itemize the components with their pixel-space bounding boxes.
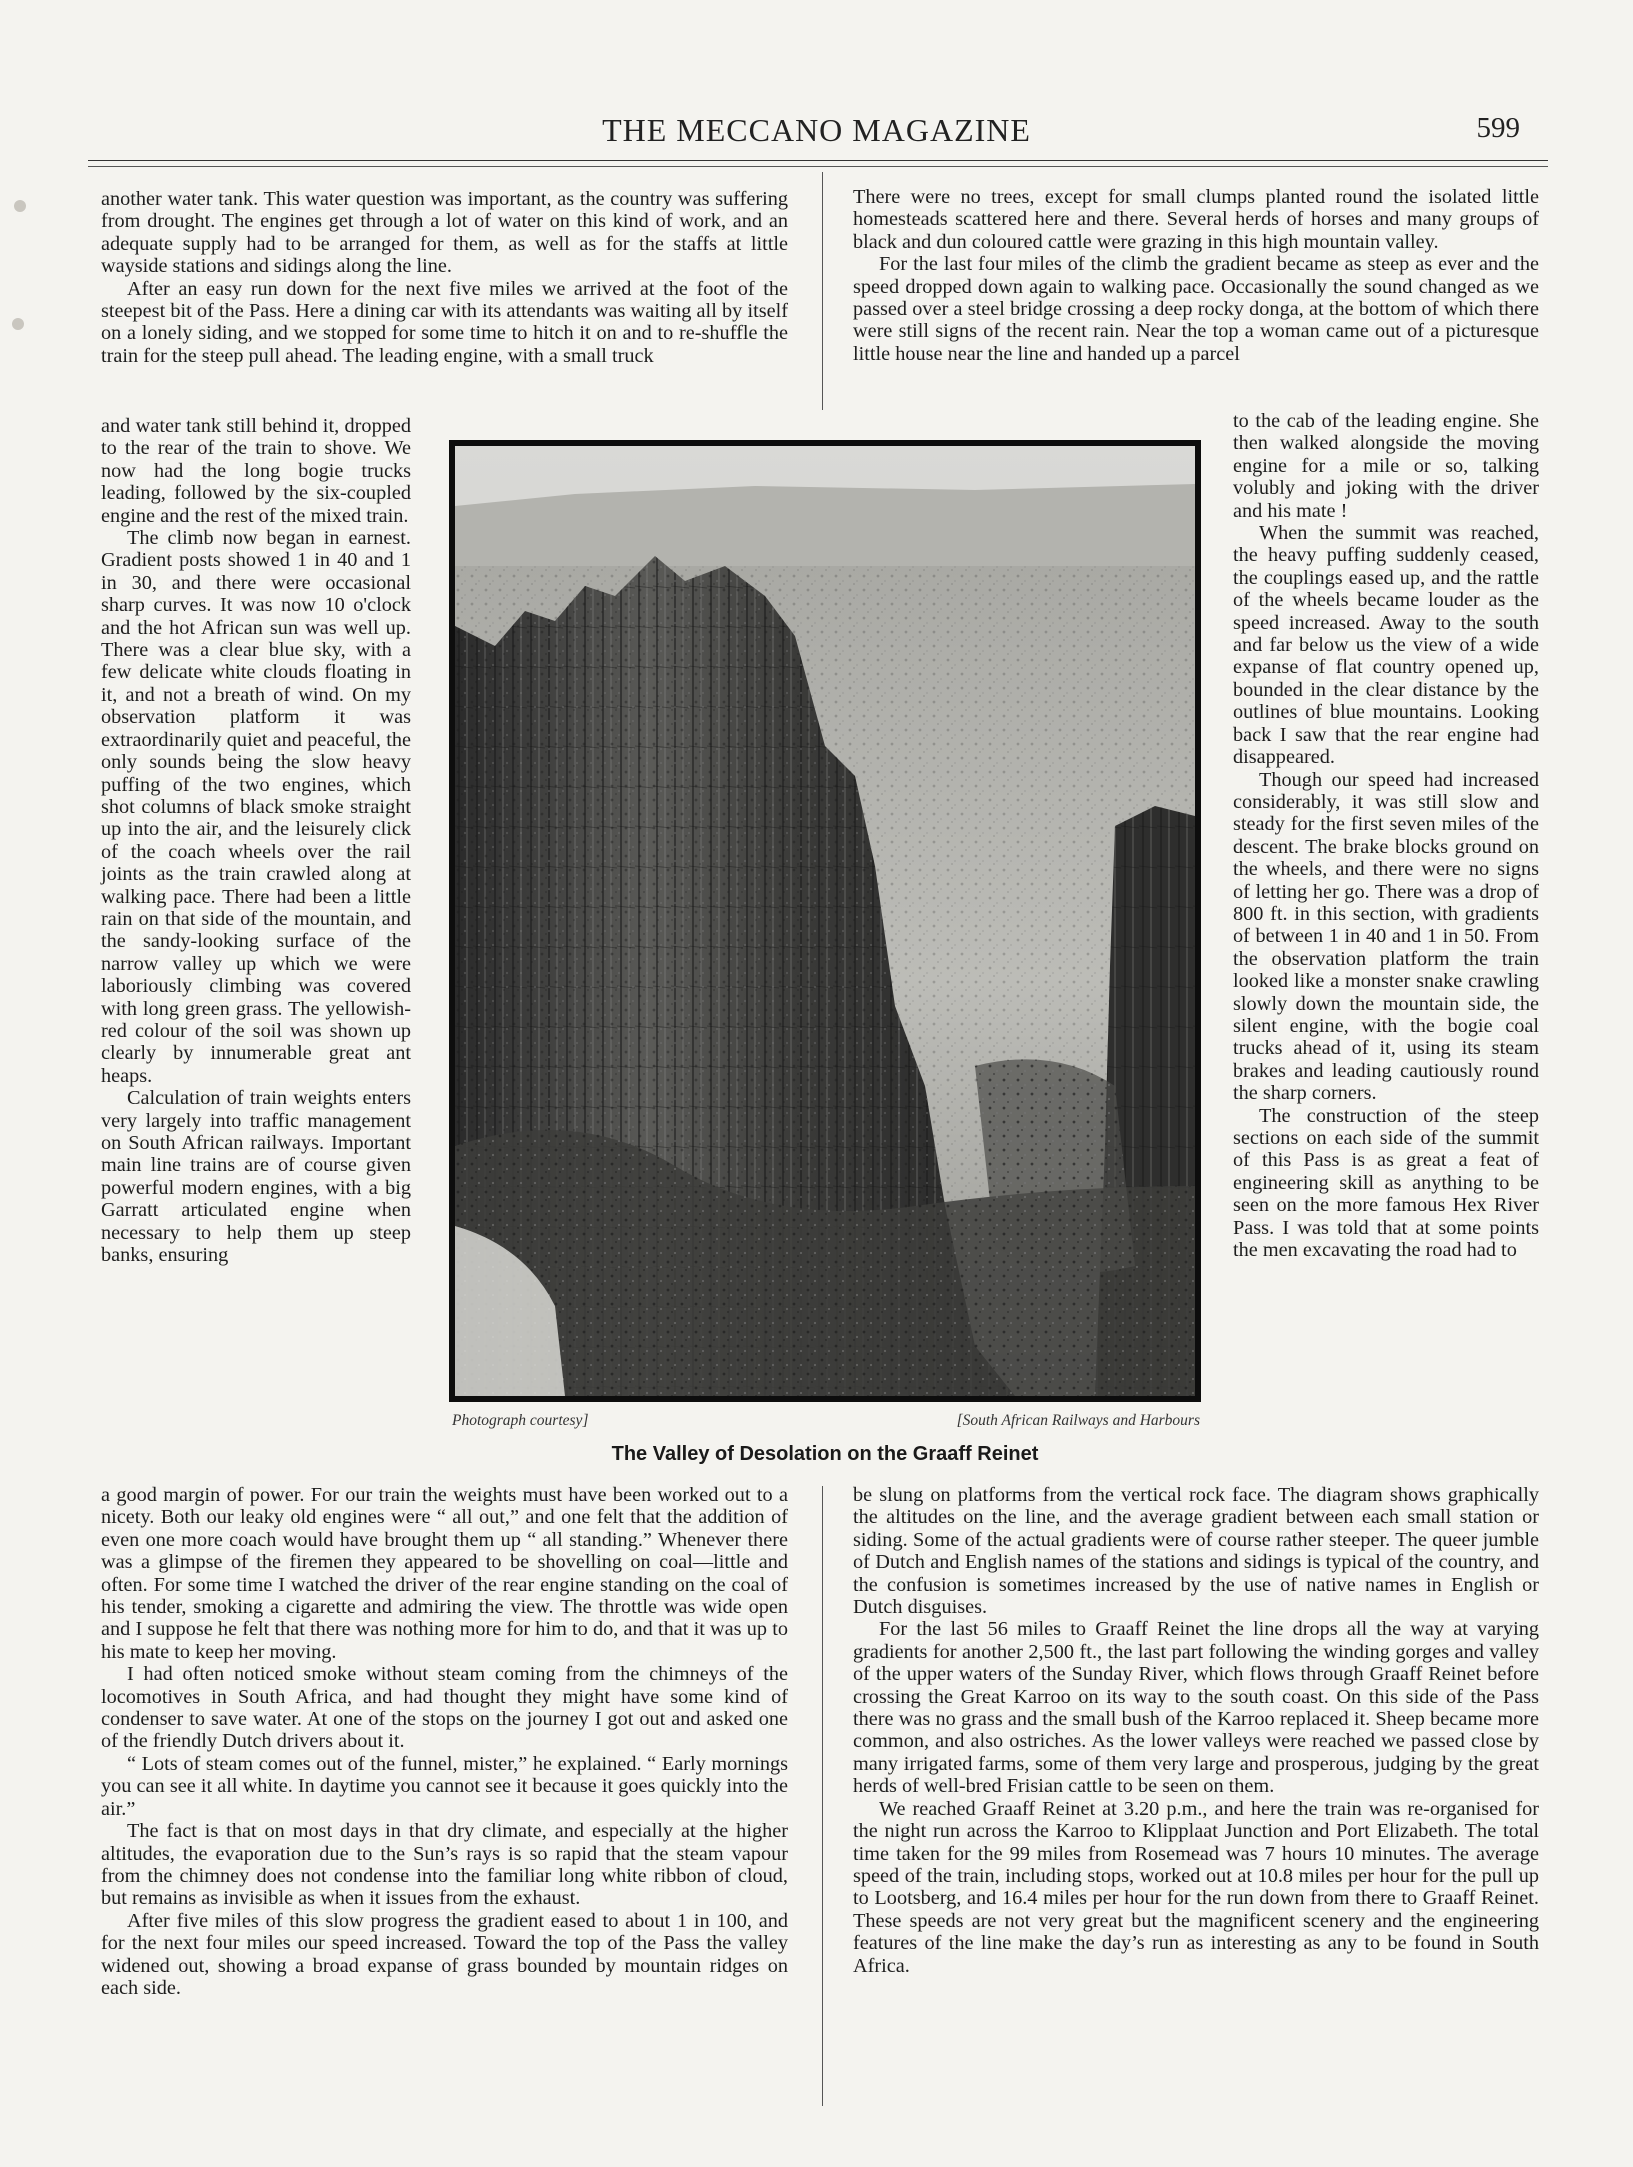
paragraph: a good margin of power. For our train the weights must have been worked out to a nicety. Both our leaky old engines were “ all out,” and one felt that the addition of even one more coach would have brought them up “ all standing.” Whenever there was a glimpse of the firemen they appeared to be shovelling on coal—little and often. For some time I watched the driver of the rear engine standing on the coal of his tender, smoking a cigarette and admiring the view. The throttle was wide open and I suppose he felt that there was nothing more for him to do, and that it was up to his mate to keep her moving.: [101, 1484, 788, 1663]
binding-hole: [14, 200, 26, 212]
paragraph: Calculation of train weights enters very largely into traffic management on South African railways. Important main line trains are of course given powerful modern engines, with a big Garratt articulated engine when necessary to help them up steep banks, ensuring: [101, 1087, 411, 1267]
figure-caption: The Valley of Desolation on the Graaff Reinet: [611, 1443, 1039, 1465]
header-rule: [88, 160, 1548, 161]
paragraph: After an easy run down for the next five miles we arrived at the foot of the steepest bit of the Pass. Here a dining car with its attendants was waiting all by itself on a lonely siding, and we stopped for some time to hitch it on and to re-shuffle the train for the steep pull ahead. The leading engine, with a small truck: [101, 277, 788, 367]
header-rule: [88, 166, 1548, 167]
left-column-narrow: [101, 415, 411, 1266]
binding-hole: [12, 318, 24, 330]
paragraph: When the summit was reached, the heavy puffing suddenly ceased, the couplings eased up, and the rattle of the wheels became louder as the speed increased. Away to the south and far below us the view of a wide expanse of flat country opened up, bounded in the clear distance by the outlines of blue mountains. Looking back I saw that the rear engine had disappeared.: [1233, 522, 1539, 769]
paragraph: The fact is that on most days in that dry climate, and especially at the higher altitudes, the evaporation due to the Sun’s rays is so rapid that the steam vapour from the chimney does not condense into the familiar long white ribbon of cloud, but remains as invisible as when it issues from the exhaust.: [101, 1820, 788, 1910]
column-divider: [822, 172, 823, 410]
paragraph: We reached Graaff Reinet at 3.20 p.m., and here the train was re-organised for the night run across the Karroo to Klipplaat Junction and Port Elizabeth. The total time taken for the 99 miles from Rosemead was 7 hours 10 minutes. The average speed of the train, including stops, worked out at 10.8 miles per hour for the pull up to Lootsberg, and 16.4 miles per hour for the run down from there to Graaff Reinet. These speeds are not very great but the magnificent scenery and the engineering features of the line make the day’s run as interesting as any to be found in South Africa.: [853, 1797, 1539, 1977]
right-column-top: [853, 186, 1539, 365]
photo-credit-left: Photograph courtesy]: [452, 1412, 589, 1429]
left-column-bottom: [101, 1484, 788, 1999]
right-column-bottom: [853, 1484, 1539, 1977]
paragraph: be slung on platforms from the vertical rock face. The diagram shows graphically the altitudes on the line, and the average gradient between each small station or siding. Some of the actual gradients were of course rather steeper. The queer jumble of Dutch and English names of the stations and sidings is typical of the country, and the confusion is sometimes increased by the use of native names in English or Dutch disguises.: [853, 1484, 1539, 1619]
paragraph: I had often noticed smoke without steam coming from the chimneys of the locomotives in South Africa, and had thought they might have some kind of condenser to save water. At one of the stops on the journey I got out and asked one of the friendly Dutch drivers about it.: [101, 1663, 788, 1753]
valley-of-desolation-photo: [455, 446, 1195, 1396]
paragraph: another water tank. This water question was important, as the country was suffering from drought. The engines get through a lot of water on this kind of work, and an adequate supply had to be arranged for them, as well as for the staffs at little wayside stations and sidings along the line.: [101, 188, 788, 278]
photo-credit-right: [South African Railways and Harbours: [956, 1412, 1200, 1429]
paragraph: After five miles of this slow progress the gradient eased to about 1 in 100, and for the next four miles our speed increased. Toward the top of the Pass the valley widened out, showing a broad expanse of grass bounded by mountain ridges on each side.: [101, 1909, 788, 1999]
paragraph: There were no trees, except for small clumps planted round the isolated little homesteads scattered here and there. Several herds of horses and many groups of black and dun coloured cattle were grazing in this high mountain valley.: [853, 186, 1539, 253]
paragraph: The construction of the steep sections on each side of the summit of this Pass is as great a feat of engineering skill as anything to be seen on the more famous Hex River Pass. I was told that at some points the men excavating the road had to: [1233, 1104, 1539, 1262]
left-column-top: [101, 188, 788, 367]
magazine-title: THE MECCANO MAGAZINE: [602, 112, 1031, 148]
paragraph: to the cab of the leading engine. She then walked alongside the moving engine for a mile or so, talking volubly and joking with the driver and his mate !: [1233, 410, 1539, 522]
paragraph: For the last 56 miles to Graaff Reinet the line drops all the way at varying gradients for another 2,500 ft., the last part following the winding gorges and valley of the upper waters of the Sunday River, which flows through Graaff Reinet before crossing the Great Karroo on its way to the south coast. On this side of the Pass there was no grass and the small bush of the Karroo replaced it. Sheep became more common, and also ostriches. As the lower valleys were reached we passed close by many irrigated farms, some of them very large and prosperous, judging by the great herds of well-bred Frisian cattle to be seen on them.: [853, 1618, 1539, 1798]
paragraph: and water tank still behind it, dropped to the rear of the train to shove. We now had the long bogie trucks leading, followed by the six-coupled engine and the rest of the mixed train.: [101, 415, 411, 527]
page-number: 599: [1476, 112, 1520, 144]
right-column-narrow: [1233, 410, 1539, 1261]
paragraph: The climb now began in earnest. Gradient posts showed 1 in 40 and 1 in 30, and there were occasional sharp curves. It was now 10 o'clock and the hot African sun was well up. There was a clear blue sky, with a few delicate white clouds floating in it, and not a breath of wind. On my observation platform it was extraordinarily quiet and peaceful, the only sounds being the slow heavy puffing of the two engines, which shot columns of black smoke straight up into the air, and the leisurely click of the coach wheels over the rail joints as the train crawled along at walking pace. There had been a little rain on that side of the mountain, and the sandy-looking surface of the narrow valley up which we were laboriously climbing was covered with long green grass. The yellowish-red colour of the soil was shown up clearly by innumerable great ant heaps.: [101, 527, 411, 1087]
column-divider: [822, 1486, 823, 2106]
paragraph: Though our speed had increased considerably, it was still slow and steady for the first seven miles of the descent. The brake blocks ground on the wheels, and there were no signs of letting her go. There was a drop of 800 ft. in this section, with gradients of between 1 in 40 and 1 in 50. From the observation platform the train looked like a monster snake crawling slowly down the mountain side, the silent engine, with the bogie coal trucks ahead of it, using its steam brakes and leading cautiously round the sharp corners.: [1233, 768, 1539, 1105]
paragraph: For the last four miles of the climb the gradient became as steep as ever and the speed dropped down again to walking pace. Occasionally the sound changed as we passed over a steel bridge crossing a deep rocky donga, at the bottom of which there were still signs of the recent rain. Near the top a woman came out of a picturesque little house near the line and handed up a parcel: [853, 253, 1539, 365]
paragraph: “ Lots of steam comes out of the funnel, mister,” he explained. “ Early mornings you can see it all white. In daytime you cannot see it because it goes quickly into the air.”: [101, 1752, 788, 1820]
photograph-frame: [449, 440, 1201, 1402]
